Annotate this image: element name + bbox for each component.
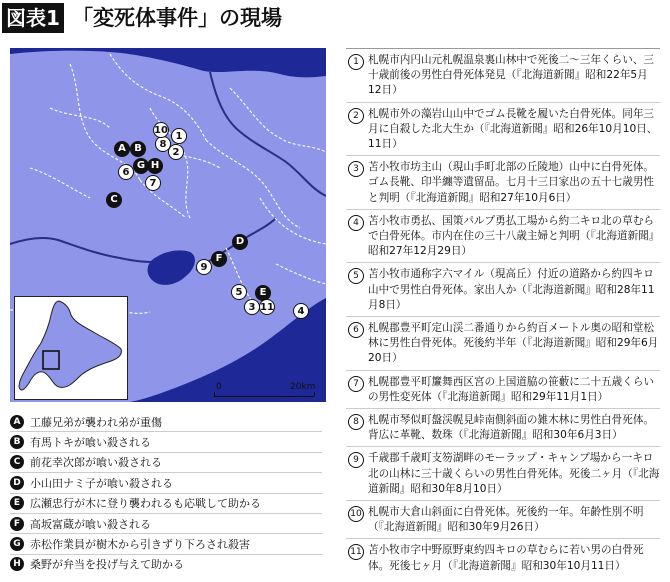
case-number: 11 (348, 544, 364, 560)
incident-legend (10, 412, 322, 574)
marker-F: F (211, 251, 227, 267)
case-text: 札幌市大倉山斜面に白骨死体。死後約一年。年齢性別不明（『北海道新聞』昭和30年9月26日） (368, 506, 644, 534)
legend-text: 桑野が弁当を投げ与えて助かる (30, 558, 184, 572)
legend-row (10, 473, 322, 493)
case-item (346, 209, 660, 263)
marker-H: H (147, 158, 163, 174)
marker-10: 10 (153, 122, 169, 138)
case-text: 苫小牧市通称字六マイル（現高丘）付近の道路から約四キロ山中で男性白骨死体。家出人か（『北海道新聞』昭和28年11月8日） (368, 268, 655, 311)
legend-marker: D (10, 476, 24, 490)
legend-marker: F (10, 517, 24, 531)
case-text: 札幌郡豊平町簾舞西区宮の上国道脇の笹藪に二十五歳くらいの男性変死体（『北海道新聞』昭和29年11月1日） (368, 375, 655, 403)
legend-marker: A (10, 415, 24, 429)
case-text: 札幌市琴似町盤渓幌見峠南側斜面の雑木林に男性白骨死体。背広に革靴、数珠（『北海道新聞』昭和30年6月3日） (368, 414, 655, 442)
legend-marker: B (10, 435, 24, 449)
lake-shikotsu (148, 250, 195, 285)
case-number: 10 (348, 506, 364, 522)
figure-title: 「変死体事件」の現場 (72, 6, 282, 30)
legend-row (10, 555, 322, 574)
hokkaido-outline (15, 297, 127, 399)
case-number: 7 (348, 376, 364, 392)
legend-row (10, 494, 322, 514)
marker-8: 8 (155, 136, 171, 152)
legend-marker: E (10, 496, 24, 510)
hokkaido-inset-map (14, 296, 128, 400)
case-item (346, 446, 660, 500)
marker-6: 6 (118, 164, 134, 180)
marker-1: 1 (171, 128, 187, 144)
scale-start-label: 0 (216, 382, 222, 392)
case-text: 苫小牧市坊主山（現山手町北部の丘陵地）山中に白骨死体。ゴム長靴、印半纏等遺留品。七月十三日家出の五十七歳男性と判明（『北海道新聞』昭和27年10月6日） (368, 161, 655, 204)
case-number: 1 (348, 54, 364, 70)
figure-header (0, 0, 670, 36)
case-item (346, 48, 660, 102)
legend-text: 広瀬忠行が木に登り襲われるも応戦して助かる (30, 497, 261, 511)
case-number: 2 (348, 108, 364, 124)
case-item (346, 155, 660, 209)
case-item (346, 370, 660, 408)
case-number: 9 (348, 452, 364, 468)
legend-text: 高坂富蔵が喰い殺される (30, 517, 151, 531)
legend-row (10, 412, 322, 432)
legend-text: 赤松作業員が樹木から引きずり下ろされ殺害 (30, 538, 250, 552)
case-item (346, 102, 660, 156)
legend-text: 工藤兄弟が襲われ弟が重傷 (30, 415, 162, 429)
marker-7: 7 (145, 175, 161, 191)
legend-row (10, 534, 322, 554)
legend-marker: H (10, 557, 24, 571)
marker-4: 4 (293, 303, 309, 319)
case-number: 4 (348, 215, 364, 231)
river (10, 238, 152, 262)
case-text: 苫小牧市勇払、国策パルプ勇払工場から約二キロ北の草むらで白骨死体。市内在住の三十八歳主婦と判明（『北海道新聞』昭和27年12月29日） (368, 214, 660, 258)
legend-row (10, 432, 322, 452)
legend-marker: G (10, 537, 24, 551)
case-number: 5 (348, 268, 364, 284)
case-text: 札幌市内円山元札幌温泉裏山林中で死後二～三年くらい、三十歳前後の男性白骨死体発見（『北海道新聞』昭和22年5月12日） (368, 54, 655, 97)
case-item (346, 408, 660, 446)
marker-5: 5 (231, 284, 247, 300)
legend-text: 小山田ナミ子が喰い殺される (30, 476, 173, 490)
marker-E: E (255, 285, 271, 301)
marker-D: D (232, 234, 248, 250)
marker-G: G (133, 158, 149, 174)
case-text: 札幌郡豊平町定山渓二番通りから約百メートル奥の昭和堂松林に男性白骨死体。死後約半年（『北海道新聞』昭和29年6月20日） (368, 322, 659, 365)
marker-2: 2 (168, 144, 184, 160)
river (210, 72, 326, 196)
case-text: 札幌市外の藻岩山山中でゴム長靴を履いた白骨死体。同年三月に自殺した北大生か（『北海道新聞』昭和26年10月10日、11日） (368, 107, 658, 151)
legend-text: 前花幸次郎が喰い殺される (30, 456, 162, 470)
legend-row (10, 453, 322, 473)
marker-C: C (106, 192, 122, 208)
case-number: 6 (348, 322, 364, 338)
scale-end-label: 20km (290, 382, 316, 392)
case-number: 3 (348, 161, 364, 177)
incident-map (10, 48, 326, 402)
case-item (346, 538, 660, 576)
sea-north (10, 48, 326, 77)
map-scale-bar (214, 384, 318, 400)
case-text: 千歳郡千歳町支笏湖畔のモーラップ・キャンプ場から一キロ北の山林に三十歳くらいの男性白骨死体。死後二ヶ月（『北海道新聞』昭和30年8月10日） (368, 452, 660, 495)
case-item (346, 262, 660, 316)
case-number: 8 (348, 414, 364, 430)
marker-A: A (114, 141, 130, 157)
case-text: 苫小牧市字中野原野東約四キロの草むらに若い男の白骨死体。死後七ヶ月（『北海道新聞』昭和30年10月11日） (368, 544, 644, 572)
case-list (346, 48, 660, 577)
legend-marker: C (10, 455, 24, 469)
case-item (346, 500, 660, 538)
marker-B: B (130, 141, 146, 157)
marker-9: 9 (196, 259, 212, 275)
case-item (346, 316, 660, 370)
marker-3: 3 (244, 299, 260, 315)
figure-tag: 図表1 (2, 3, 64, 33)
marker-11: 11 (259, 299, 275, 315)
legend-row (10, 514, 322, 534)
legend-text: 有馬トキが喰い殺される (30, 436, 151, 450)
